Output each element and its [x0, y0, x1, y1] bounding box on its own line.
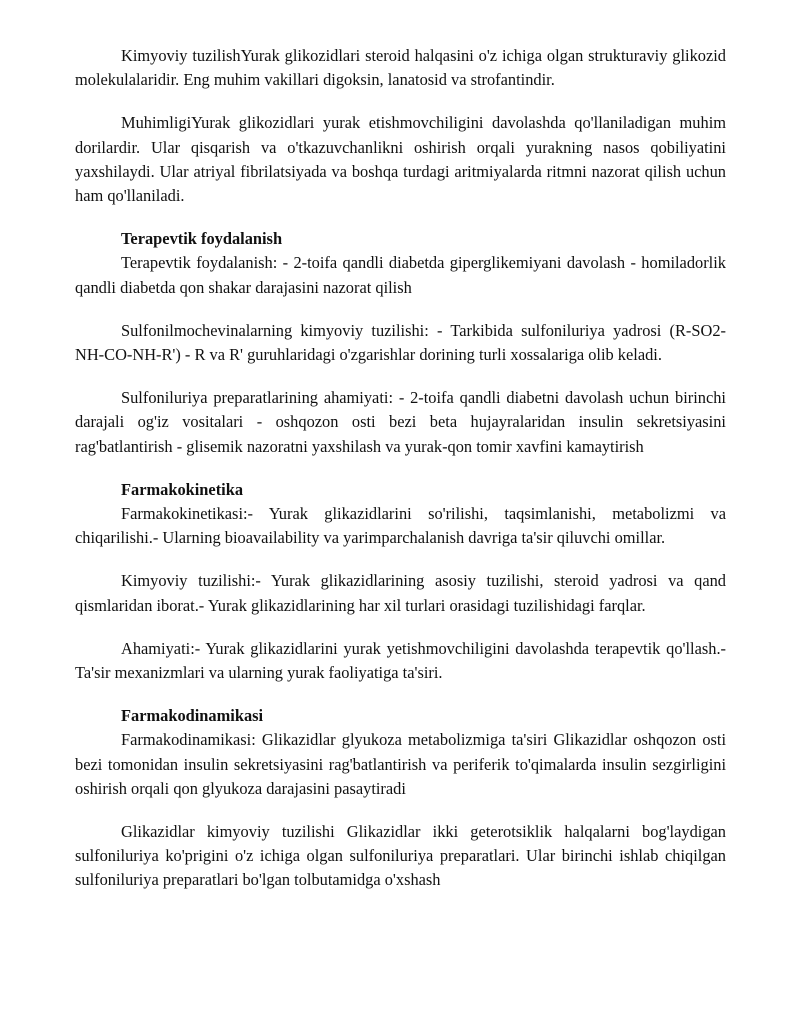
paragraph-sulfoniluriya-ahamiyati: Sulfoniluriya preparatlarining ahamiyati: - 2-toifa qandli diabetni davolash uchun birinchi darajali og'iz vositalari - oshqozon osti bezi beta hujayralaridan insulin sekretsiyasini rag'batlantirish - glisemik nazoratni yaxshilash va yurak-qon tomir xavfini kamaytirish [75, 388, 726, 456]
paragraph-farmakodinamikasi: Farmakodinamikasi: Glikazidlar glyukoza metabolizmiga ta'siri Glikazidlar oshqozon osti bezi tomonidan insulin sekretsiyasini rag'batlantirish va periferik to'qimalarda insulin sezgirligini oshirish orqali qon glyukoza darajasini pasaytiradi [75, 730, 726, 798]
heading-terapevtik-foydalanish: Terapevtik foydalanish [121, 229, 283, 249]
heading-farmakodinamikasi: Farmakodinamikasi [121, 706, 264, 726]
paragraph-muhimligi: MuhimligiYurak glikozidlari yurak etishmovchiligini davolashda qo'llaniladigan muhim dorilardir. Ular qisqarish va o'tkazuvchanlikni oshirish orqali yurakning nasos qobiliyatini yaxshilaydi. Ular atriyal fibrilatsiyada va boshqa turdagi aritmiyalarda ritmni nazorat qilish uchun ham qo'llaniladi. [75, 113, 726, 206]
paragraph-sulfonilmochevina-tuzilishi: Sulfonilmochevinalarning kimyoviy tuzilishi: - Tarkibida sulfoniluriya yadrosi (R-SO2-NH-CO-NH-R') - R va R' guruhlaridagi o'zgarishlar dorining turli xossalariga olib keladi. [75, 320, 726, 365]
heading-farmakokinetika: Farmakokinetika [121, 479, 244, 499]
document-page [75, 44, 726, 912]
paragraph-terapevtik-foydalanish: Terapevtik foydalanish: - 2-toifa qandli diabetda giperglikemiyani davolash - homiladorlik qandli diabetda qon shakar darajasini nazorat qilish [75, 253, 726, 297]
paragraph-glikazidlar-tuzilishi: Glikazidlar kimyoviy tuzilishi Glikazidlar ikki geterotsiklik halqalarni bog'laydigan sulfoniluriya ko'prigini o'z ichiga olgan sulfoniluriya preparatlari. Ular birinchi ishlab chiqilgan sulfoniluriya preparatlari bo'lgan tolbutamidga o'xshash [75, 822, 726, 890]
paragraph-kimyoviy-tuzilish: Kimyoviy tuzilishYurak glikozidlari steroid halqasini o'z ichiga olgan strukturaviy glikozid molekulalaridir. Eng muhim vakillari digoksin, lanatosid va strofantindir. [75, 46, 726, 90]
paragraph-farmakokinetikasi: Farmakokinetikasi:- Yurak glikazidlarini so'rilishi, taqsimlanishi, metabolizmi va chiqarilishi.- Ularning bioavailability va yarimparchalanish davriga ta'sir qiluvchi omillar. [75, 504, 726, 548]
paragraph-kimyoviy-tuzilishi: Kimyoviy tuzilishi:- Yurak glikazidlarining asosiy tuzilishi, steroid yadrosi va qand qismlaridan iborat.- Yurak glikazidlarining har xil turlari orasidagi tuzilishidagi farqlar. [75, 571, 726, 615]
paragraph-ahamiyati: Ahamiyati:- Yurak glikazidlarini yurak yetishmovchiligini davolashda terapevtik qo'llash.- Ta'sir mexanizmlari va ularning yurak faoliyatiga ta'siri. [75, 638, 726, 683]
